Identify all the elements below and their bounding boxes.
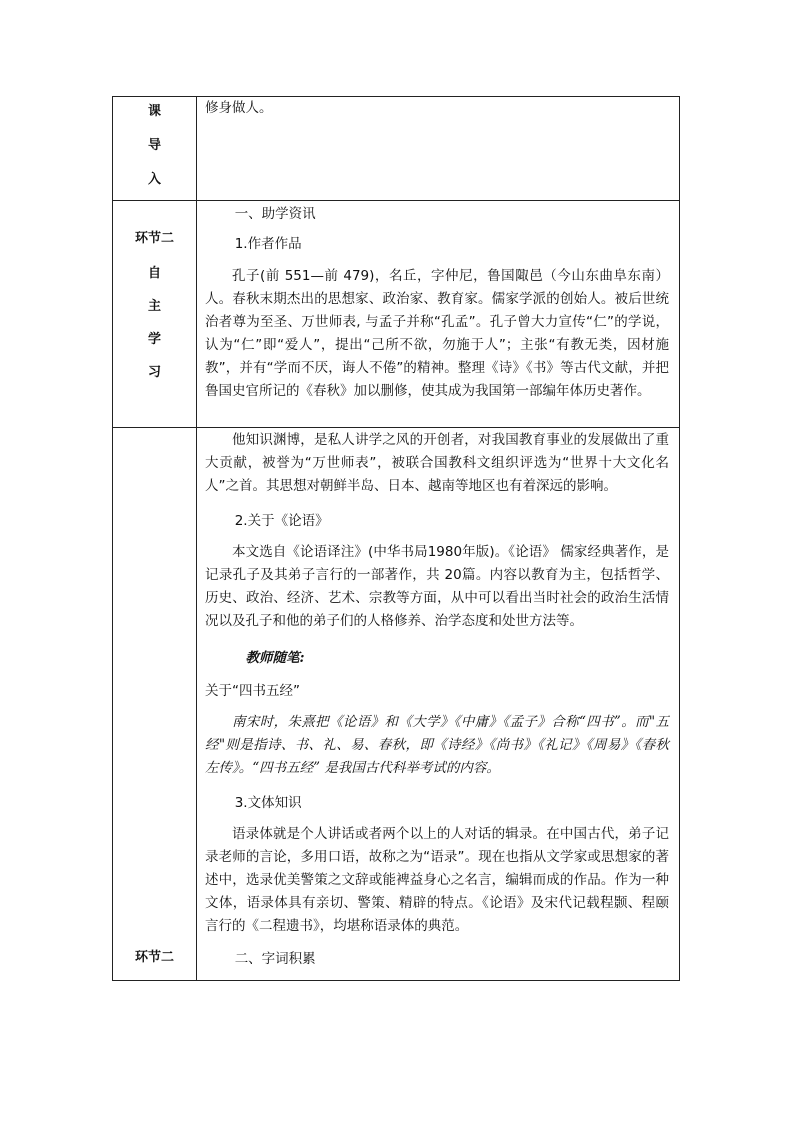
subheading-author: 1.作者作品 <box>234 236 302 252</box>
row1-content <box>205 97 669 120</box>
note-text: 南宋时，朱熹把《论语》和《大学》《中庸》《孟子》合称“四书”。而"五经"则是指诗、书、礼、易、春秋，即《诗经》《尚书》《礼记》《周易》《春秋左传》。“四书五经” 是我国古代科举考试的内容。 <box>205 714 669 776</box>
lesson-table <box>112 96 680 981</box>
row2-content <box>205 201 669 403</box>
row1-label-char: 入 <box>147 172 161 187</box>
section-heading-2: 二、字词积累 <box>234 951 316 967</box>
row2-label <box>113 227 196 394</box>
section-heading-1: 一、助学资讯 <box>234 206 316 222</box>
paragraph-genre: 语录体就是个人讲话或者两个以上的人对话的辑录。在中国古代，弟子记录老师的言论，多用口语，故称之为“语录”。现在也指从文学家或思想家的著述中，选录优美警策之文辞或能裨益身心之名言，编辑而成的作品。作为一种文体，语录体具有亲切、警策、精辟的特点。《论语》及宋代记载程颢、程颐言行的《二程遗书》，均堪称语录体的典范。 <box>205 826 669 934</box>
paragraph-lunyu: 本文选自《论语译注》(中华书局1980年版)。《论语》 儒家经典著作，是记录孔子及其弟子言行的一部著作，共 20篇。内容以教育为主，包括哲学、历史、政治、经济、艺术、宗教等方面，从中可以看出当时社会的政治生活情况以及孔子和他的弟子们的人格修养、治学态度和处世方法等。 <box>205 544 669 629</box>
row2-label-top: 环节二 <box>134 231 174 246</box>
row3-label-bottom: 环节二 <box>134 950 174 965</box>
note-title: 关于“四书五经” <box>205 683 300 699</box>
column-divider <box>196 97 197 980</box>
paragraph-author: 孔子(前 551—前 479)，名丘，字仲尼，鲁国陬邑（今山东曲阜东南）人。春秋末期杰出的思想家、政治家、教育家。儒家学派的创始人。被后世统治者尊为至圣、万世师表, 与孟子并称“孔孟”。孔子曾大力宣传“仁”的学说，认为“仁”即“爱人”，提出“己所不欲，勿施于人”；主张“有教无类，因材施教”，并有“学而不厌，诲人不倦”的精神。整理《诗》《书》等古代文献，并把鲁国史官所记的《春秋》加以删修，使其成为我国第一部编年体历史著作。 <box>205 268 669 399</box>
row2-label-char: 自 <box>147 266 161 281</box>
subheading-genre: 3.文体知识 <box>234 795 302 811</box>
row2-label-char: 主 <box>147 299 161 314</box>
row-divider-2 <box>113 427 679 428</box>
row1-label <box>113 101 196 203</box>
row3-content <box>205 429 669 971</box>
row2-label-char: 习 <box>147 365 161 380</box>
row1-label-char: 课 <box>147 104 161 119</box>
paragraph-author-cont: 他知识渊博，是私人讲学之风的开创者，对我国教育事业的发展做出了重大贡献，被誉为“万世师表”，被联合国教科文组织评选为“世界十大文化名人”之首。其思想对朝鲜半岛、日本、越南等地区也有着深远的影响。 <box>205 432 669 494</box>
teacher-note-label: 教师随笔: <box>245 650 305 666</box>
row1-text: 修身做人。 <box>205 100 273 116</box>
row2-label-char: 学 <box>147 332 161 347</box>
subheading-lunyu: 2.关于《论语》 <box>234 513 329 529</box>
row1-label-char: 导 <box>147 138 161 153</box>
